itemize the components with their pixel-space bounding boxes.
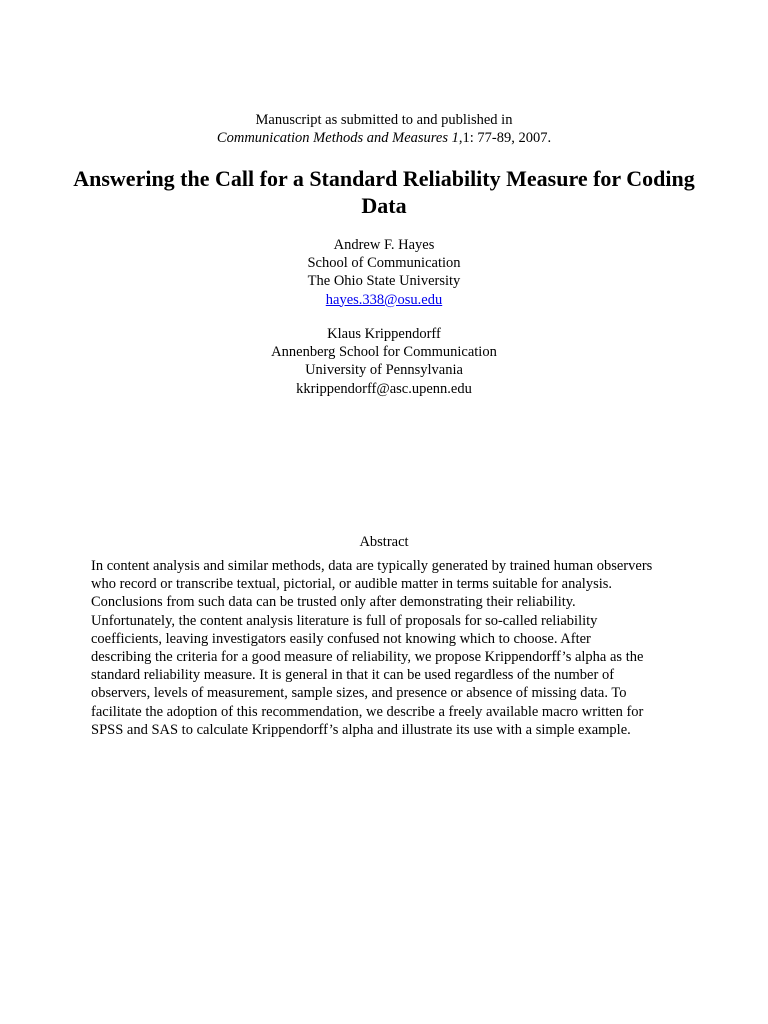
author-institution: University of Pennsylvania [305,362,463,379]
author-department: Annenberg School for Communication [271,344,497,361]
author-institution: The Ohio State University [307,273,461,290]
abstract-line: standard reliability measure. It is general in that it can be used regardless of the number of [91,667,615,684]
abstract-body [91,557,691,739]
author-name: Andrew F. Hayes [333,237,435,253]
citation-details: ,1: 77-89, 2007. [458,130,552,146]
abstract-line: facilitate the adoption of this recommendation, we describe a freely available macro written for [91,703,644,720]
author-email-row [0,291,768,309]
author-email: kkrippendorff@asc.upenn.edu [296,380,472,397]
abstract-line: Conclusions from such data can be trusted only after demonstrating their reliability. [91,594,576,611]
citation-line [0,129,768,147]
abstract-line: In content analysis and similar methods, data are typically generated by trained human observers [91,558,653,574]
publication-note [0,111,768,147]
abstract-heading: Abstract [359,534,409,550]
author-name: Klaus Krippendorff [327,326,441,342]
journal-name: Communication Methods and Measures 1 [216,130,459,146]
author-block-hayes [0,236,768,309]
abstract-line: coefficients, leaving investigators easily confused not knowing which to choose. After [91,630,591,647]
author-email-link[interactable]: hayes.338@osu.edu [325,291,443,308]
abstract-line: SPSS and SAS to calculate Krippendorff’s alpha and illustrate its use with a simple example. [91,721,631,738]
abstract-line: who record or transcribe textual, pictorial, or audible matter in terms suitable for analysis. [91,576,613,593]
author-department: School of Communication [307,255,461,272]
abstract-line: Unfortunately, the content analysis literature is full of proposals for so-called reliability [91,612,598,629]
abstract-line: describing the criteria for a good measure of reliability, we propose Krippendorff’s alpha as the [91,649,644,666]
abstract-line: observers, levels of measurement, sample sizes, and presence or absence of missing data. To [91,685,627,702]
paper-title: Answering the Call for a Standard Reliability Measure for Coding Data [73,166,695,218]
author-block-krippendorff [0,325,768,398]
publication-note-line: Manuscript as submitted to and published in [255,112,513,128]
